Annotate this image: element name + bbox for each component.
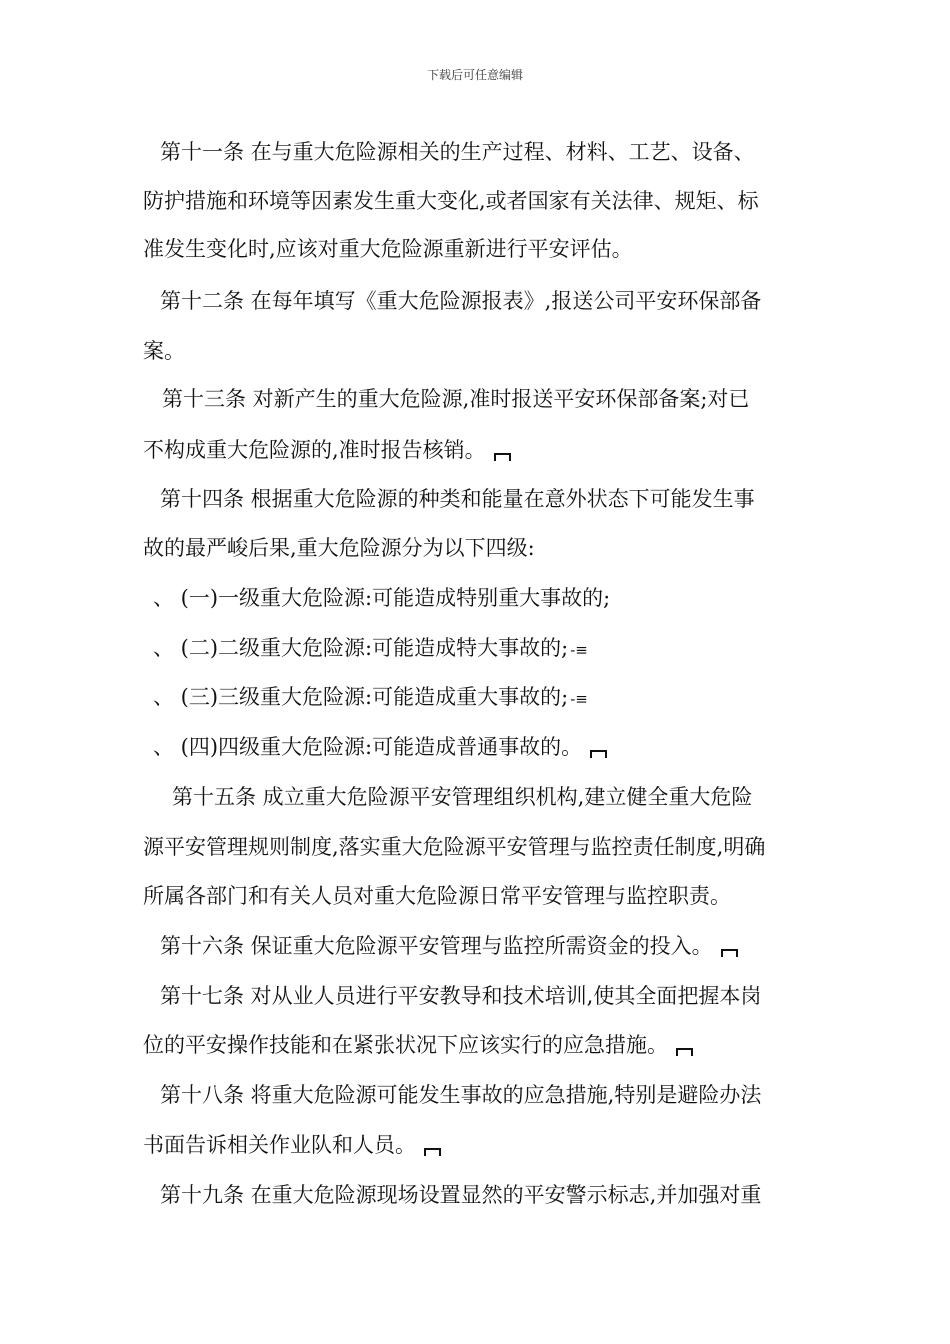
text-line: 案。 <box>143 339 185 363</box>
line-text: 第十六条 保证重大危险源平安管理与监控所需资金的投入。 <box>160 934 713 958</box>
text-line: 准发生变化时,应该对重大危险源重新进行平安评估。 <box>143 237 633 261</box>
page-header: 下载后可任意编辑 <box>426 68 523 82</box>
text-line: 第十一条 在与重大危险源相关的生产过程、材料、工艺、设备、 <box>160 140 755 164</box>
text-line: 源平安管理规则制度,落实重大危险源平安管理与监控责任制度,明确 <box>143 835 766 859</box>
text-line: 防护措施和环境等因素发生重大变化,或者国家有关法律、规矩、标 <box>143 189 759 213</box>
text-line: 第十三条 对新产生的重大危险源,准时报送平安环保部备案;对已 <box>162 387 750 411</box>
text-line: 第十八条 将重大危险源可能发生事故的应急措施,特别是避险办法 <box>160 1083 762 1107</box>
equals-mark-icon: -≡ <box>570 690 588 708</box>
list-item-with-mark <box>153 732 607 762</box>
bracket-mark-icon <box>424 1148 441 1156</box>
bracket-mark-icon <box>676 1048 693 1056</box>
list-item: 、 (一)一级重大危险源:可能造成特别重大事故的; <box>153 586 611 610</box>
line-text: 位的平安操作技能和在紧张状况下应该实行的应急措施。 <box>143 1033 668 1057</box>
line-text: 书面告诉相关作业队和人员。 <box>143 1133 416 1157</box>
list-item-with-mark <box>153 682 588 714</box>
list-item-with-mark <box>153 633 588 665</box>
text-line: 所属各部门和有关人员对重大危险源日常平安管理与监控职责。 <box>143 884 731 908</box>
text-line: 第十二条 在每年填写《重大危险源报表》,报送公司平安环保部备 <box>160 289 762 313</box>
text-line: 第十四条 根据重大危险源的种类和能量在意外状态下可能发生事 <box>160 487 755 511</box>
equals-mark-icon: -≡ <box>570 641 588 659</box>
text-line: 第十五条 成立重大危险源平安管理组织机构,建立健全重大危险 <box>172 785 753 809</box>
bracket-mark-icon <box>721 949 738 957</box>
text-line: 故的最严峻后果,重大危险源分为以下四级: <box>143 536 535 560</box>
text-line-with-mark <box>143 1130 441 1160</box>
line-text: 、 (三)三级重大危险源:可能造成重大事故的; <box>153 685 569 709</box>
bracket-mark-icon <box>494 453 511 461</box>
text-line-with-mark <box>143 435 511 465</box>
text-line: 第十九条 在重大危险源现场设置显然的平安警示标志,并加强对重 <box>160 1183 762 1207</box>
text-line-with-mark <box>143 1030 693 1060</box>
line-text: 、 (四)四级重大危险源:可能造成普通事故的。 <box>153 735 583 759</box>
line-text: 不构成重大危险源的,准时报告核销。 <box>143 438 486 462</box>
bracket-mark-icon <box>590 750 607 758</box>
line-text: 、 (二)二级重大危险源:可能造成特大事故的; <box>153 636 569 660</box>
text-line: 第十七条 对从业人员进行平安教导和技术培训,使其全面把握本岗 <box>160 984 762 1008</box>
text-line-with-mark <box>160 931 738 961</box>
